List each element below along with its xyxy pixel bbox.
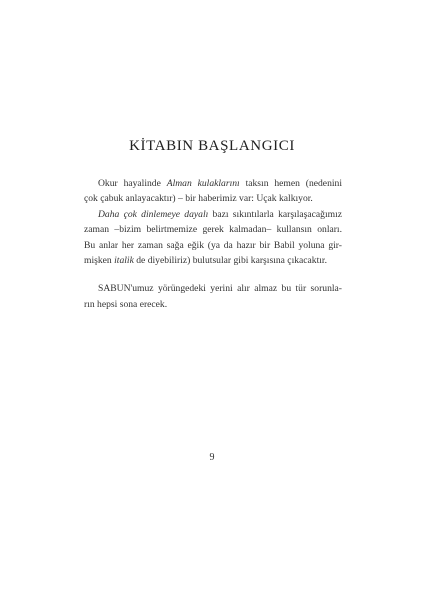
- text-run: rın hepsi sona erecek.: [84, 298, 168, 310]
- text-run: mişken: [84, 255, 115, 267]
- paragraph-3: [84, 281, 342, 312]
- text-line: [84, 281, 342, 296]
- text-run: taksın hemen (nedenini: [239, 178, 342, 189]
- paragraph-1: [84, 176, 342, 207]
- italic-run: Alman kulaklarını: [166, 178, 240, 189]
- italic-run: italik: [114, 255, 134, 267]
- text-run: Bu anlar her zaman sağa eğik (ya da hazır bir Babil yoluna gir-: [84, 239, 342, 251]
- body-text: [84, 176, 342, 312]
- page-number: 9: [209, 452, 215, 463]
- paragraph-gap: [84, 268, 342, 281]
- text-run: SABUN'umuz yörüngedeki yerini alır almaz bu tür sorunla-: [98, 283, 342, 295]
- chapter-title: KİTABIN BAŞLANGICI: [129, 138, 295, 154]
- text-run: çok çabuk anlayacaktır) – bir haberimiz var: Uçak kalkıyor.: [84, 193, 313, 205]
- text-line: [84, 297, 342, 312]
- text-run: de diyebiliriz) bulutsular gibi karşısına çıkacaktır.: [133, 255, 327, 267]
- italic-run: Daha çok dinlemeye dayalı: [98, 208, 209, 220]
- text-line: [84, 238, 342, 253]
- text-run: zaman –bizim belirtmemize gerek kalmadan– kullansın onları.: [84, 224, 342, 236]
- text-line: [84, 176, 342, 191]
- text-line: [84, 253, 342, 268]
- text-run: bazı sıkıntılarla karşılaşacağımız: [208, 208, 342, 220]
- text-line: [84, 222, 342, 237]
- paragraph-2: [84, 207, 342, 269]
- text-run: Okur hayalinde: [98, 178, 167, 189]
- text-line: [84, 191, 342, 206]
- text-line: [84, 207, 342, 222]
